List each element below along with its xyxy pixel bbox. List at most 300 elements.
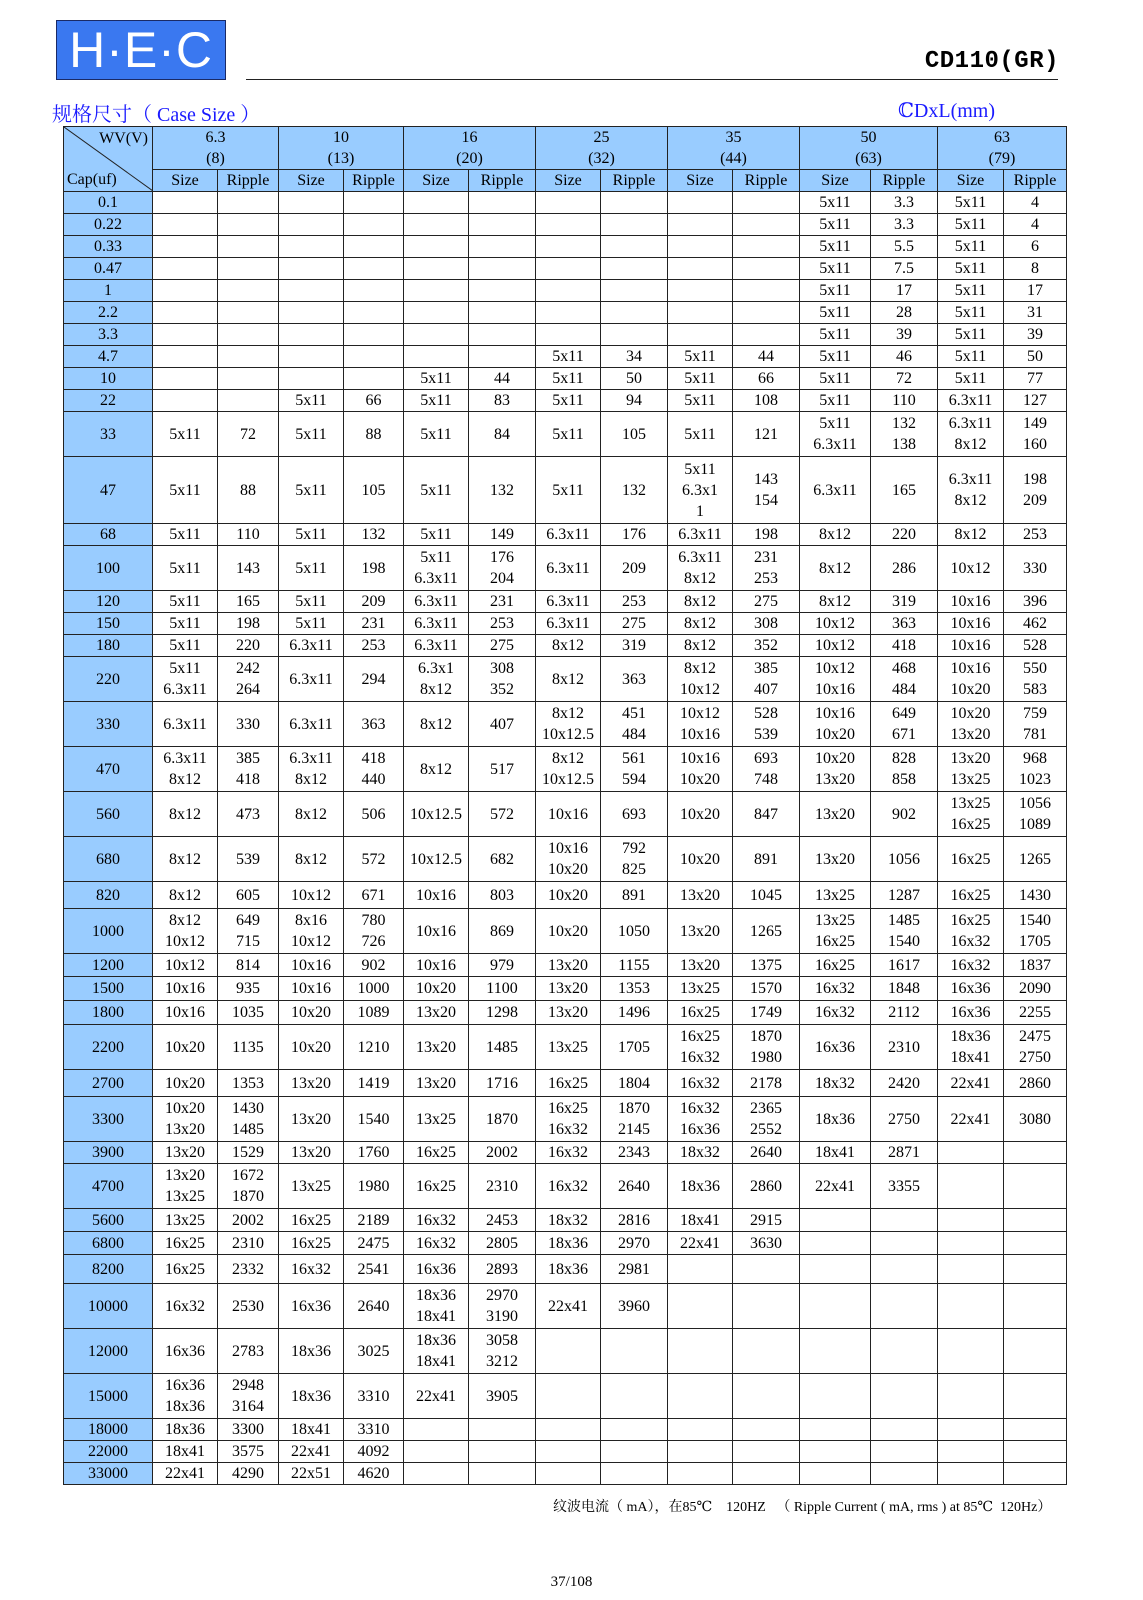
cell-value: 3058 xyxy=(486,1332,518,1349)
cell-value: 44 xyxy=(494,370,510,387)
size-cell xyxy=(800,1374,871,1419)
cell-value: 105 xyxy=(361,481,386,499)
cell-value: 13x25 xyxy=(416,1110,456,1128)
ripple-cell xyxy=(733,236,800,258)
cell-value: 5x11 xyxy=(954,326,987,343)
size-cell xyxy=(800,1329,871,1374)
size-cell xyxy=(668,346,733,368)
cell-value: 253 xyxy=(490,615,514,632)
cell-value: 4092 xyxy=(357,1443,390,1460)
cell-value: 6.3x11 xyxy=(948,471,993,488)
size-cell xyxy=(668,613,733,635)
cell-value: 13x25 xyxy=(548,1038,588,1056)
cell-value: 13x25 xyxy=(815,912,855,929)
cell-value: 18x36 xyxy=(680,1177,720,1195)
size-cell xyxy=(938,1025,1004,1070)
cell-value: 13x20 xyxy=(291,1074,331,1092)
ripple-cell xyxy=(469,747,536,792)
cell-value: 16x32 xyxy=(815,980,855,997)
cell-value: 6.3x11 xyxy=(414,615,458,632)
size-cell xyxy=(536,457,601,524)
cell-value: 319 xyxy=(622,637,646,654)
size-cell xyxy=(279,1284,344,1329)
cell-value: 968 xyxy=(1023,750,1047,767)
ripple-cell xyxy=(601,954,668,977)
cell-value: 539 xyxy=(236,850,260,868)
cell-value: 352 xyxy=(490,681,514,698)
ripple-cell xyxy=(469,546,536,591)
cell-value: 1529 xyxy=(232,1144,264,1161)
ripple-cell xyxy=(344,657,404,702)
cell-value: 18x41 xyxy=(680,1211,720,1229)
cell-value: 6.3x11 xyxy=(289,670,333,688)
ripple-cell xyxy=(218,546,279,591)
cell-value: 847 xyxy=(754,805,778,823)
cell-value: 825 xyxy=(622,861,646,878)
size-cell xyxy=(279,1374,344,1419)
cell-value: 105 xyxy=(622,425,646,443)
cell-value: 2970 xyxy=(618,1234,650,1252)
ripple-cell xyxy=(1004,702,1067,747)
cell-value: 2332 xyxy=(232,1260,264,1278)
ripple-cell xyxy=(469,192,536,214)
size-cell xyxy=(668,635,733,657)
cell-value: 2343 xyxy=(618,1144,650,1161)
cell-value: 10x16 xyxy=(950,660,991,677)
cell-value: 6 xyxy=(1031,238,1039,255)
size-cell xyxy=(279,368,344,390)
size-cell xyxy=(668,977,733,1001)
cell-value: 8x12 xyxy=(552,637,584,654)
size-cell xyxy=(404,613,469,635)
cell-value: 5x11 xyxy=(552,481,584,499)
cell-value: 5x11 xyxy=(819,238,851,255)
capacitance-cell: 3900 xyxy=(64,1142,153,1164)
ripple-cell xyxy=(871,368,938,390)
ripple-cell xyxy=(218,457,279,524)
cell-value: 10x20 xyxy=(416,980,456,997)
size-cell xyxy=(279,1419,344,1441)
capacitance-cell: 22000 xyxy=(64,1441,153,1463)
size-cell xyxy=(668,657,733,702)
size-cell xyxy=(668,909,733,954)
size-cell xyxy=(800,1001,871,1025)
cell-value: 440 xyxy=(361,771,386,788)
cell-value: 5x11 xyxy=(169,660,201,677)
ripple-cell xyxy=(871,390,938,412)
cell-value: 1496 xyxy=(618,1004,650,1021)
size-cell xyxy=(153,613,218,635)
cell-value: 8 xyxy=(1031,260,1039,277)
size-cell xyxy=(800,457,871,524)
cell-value: 605 xyxy=(236,886,260,904)
ripple-cell xyxy=(733,613,800,635)
ripple-cell xyxy=(469,1463,536,1485)
cell-value: 165 xyxy=(892,481,916,499)
cell-value: 572 xyxy=(490,805,514,823)
ripple-cell xyxy=(344,1232,404,1255)
cell-value: 561 xyxy=(622,750,646,767)
cell-value: 2530 xyxy=(232,1297,264,1315)
ripple-cell xyxy=(1004,882,1067,909)
cell-value: 2640 xyxy=(618,1177,650,1195)
ripple-cell xyxy=(469,635,536,657)
size-cell xyxy=(279,837,344,882)
cell-value: 2002 xyxy=(486,1144,518,1161)
ripple-cell xyxy=(871,214,938,236)
cell-value: 28 xyxy=(896,304,912,321)
cell-value: 649 xyxy=(236,912,260,929)
size-cell xyxy=(404,1232,469,1255)
size-cell xyxy=(536,792,601,837)
cell-value: 16x25 xyxy=(548,1100,588,1117)
size-cell xyxy=(800,192,871,214)
size-cell xyxy=(279,657,344,702)
ripple-cell xyxy=(871,258,938,280)
ripple-cell xyxy=(601,635,668,657)
size-cell xyxy=(153,1209,218,1232)
cell-value: 8x12 xyxy=(954,526,987,543)
ripple-cell xyxy=(733,302,800,324)
size-cell xyxy=(536,390,601,412)
ripple-cell xyxy=(218,280,279,302)
cell-value: 10x12 xyxy=(815,660,855,677)
size-cell xyxy=(279,1164,344,1209)
cell-value: 13x20 xyxy=(680,886,720,904)
ripple-cell xyxy=(733,1025,800,1070)
size-cell xyxy=(800,909,871,954)
cell-value: 10x20 xyxy=(815,750,855,767)
ripple-cell xyxy=(733,977,800,1001)
cell-value: 10x16 xyxy=(950,593,991,610)
cell-value: 13x25 xyxy=(165,1188,205,1205)
ripple-cell xyxy=(733,1097,800,1142)
cell-value: 1430 xyxy=(1019,886,1051,904)
cell-value: 17 xyxy=(1027,282,1043,299)
ripple-cell xyxy=(1004,1070,1067,1097)
ripple-cell xyxy=(469,657,536,702)
ripple-cell xyxy=(1004,1097,1067,1142)
cell-value: 5x11 xyxy=(819,260,851,277)
size-cell xyxy=(153,657,218,702)
ripple-cell xyxy=(1004,192,1067,214)
cell-value: 979 xyxy=(490,956,514,974)
capacitance-cell: 3300 xyxy=(64,1097,153,1142)
ripple-cell xyxy=(218,613,279,635)
size-cell xyxy=(668,324,733,346)
size-cell xyxy=(800,1142,871,1164)
cell-value: 8x12 xyxy=(954,492,987,509)
ripple-cell xyxy=(1004,613,1067,635)
ripple-cell xyxy=(344,837,404,882)
size-cell xyxy=(153,1255,218,1284)
ripple-cell xyxy=(218,524,279,546)
size-cell xyxy=(279,346,344,368)
cell-value: 6.3x11 xyxy=(678,526,722,543)
size-cell xyxy=(938,390,1004,412)
cell-value: 5x11 xyxy=(954,348,987,365)
ripple-cell xyxy=(469,390,536,412)
cell-value: 5x11 xyxy=(420,549,452,566)
cell-value: 8x12 xyxy=(295,850,327,868)
size-cell xyxy=(668,1025,733,1070)
ripple-cell xyxy=(469,346,536,368)
cell-value: 2783 xyxy=(232,1342,264,1360)
cell-value: 2420 xyxy=(888,1074,920,1092)
size-cell xyxy=(279,702,344,747)
cell-value: 22x41 xyxy=(416,1387,456,1405)
ripple-cell xyxy=(1004,302,1067,324)
size-cell xyxy=(153,977,218,1001)
size-cell xyxy=(279,258,344,280)
case-size-table xyxy=(63,126,1067,1485)
size-cell xyxy=(938,192,1004,214)
cell-value: 528 xyxy=(1023,637,1047,654)
size-cell xyxy=(404,792,469,837)
table-row xyxy=(64,747,1067,792)
size-cell xyxy=(668,280,733,302)
cell-value: 5x11 xyxy=(684,370,716,387)
capacitance-cell: 2.2 xyxy=(64,302,153,324)
size-cell xyxy=(153,368,218,390)
cell-value: 22x41 xyxy=(950,1074,991,1092)
ripple-cell xyxy=(601,977,668,1001)
ripple-cell xyxy=(1004,457,1067,524)
cell-value: 44 xyxy=(758,348,774,365)
cell-value: 198 xyxy=(1023,471,1047,488)
ripple-cell xyxy=(733,1001,800,1025)
size-cell xyxy=(153,635,218,657)
size-cell xyxy=(404,1070,469,1097)
ripple-column-header: Ripple xyxy=(1004,170,1067,192)
size-cell xyxy=(668,1142,733,1164)
cell-value: 1353 xyxy=(232,1074,264,1092)
ripple-cell xyxy=(344,214,404,236)
ripple-cell xyxy=(733,1284,800,1329)
cell-value: 16x25 xyxy=(291,1234,331,1252)
cell-value: 891 xyxy=(622,886,646,904)
cell-value: 2860 xyxy=(750,1177,782,1195)
cell-value: 84 xyxy=(494,425,510,443)
cell-value: 1023 xyxy=(1019,771,1051,788)
size-cell xyxy=(800,591,871,613)
cell-value: 22x51 xyxy=(291,1465,331,1482)
cell-value: 8x12 xyxy=(552,705,584,722)
cell-value: 10x16 xyxy=(416,956,456,974)
size-cell xyxy=(800,1255,871,1284)
size-cell xyxy=(404,1374,469,1419)
cell-value: 10x20 xyxy=(950,681,991,698)
cell-value: 5x11 xyxy=(295,593,327,610)
ripple-cell xyxy=(601,657,668,702)
ripple-cell xyxy=(344,457,404,524)
cell-value: 39 xyxy=(896,326,912,343)
cell-value: 83 xyxy=(494,392,510,409)
cell-value: 5x11 xyxy=(684,425,716,443)
ripple-cell xyxy=(1004,346,1067,368)
ripple-column-header: Ripple xyxy=(218,170,279,192)
cell-value: 13x20 xyxy=(815,850,855,868)
size-cell xyxy=(404,837,469,882)
size-cell xyxy=(279,192,344,214)
size-column-header: Size xyxy=(800,170,871,192)
ripple-cell xyxy=(871,1463,938,1485)
cell-value: 1100 xyxy=(486,980,518,997)
table-row xyxy=(64,635,1067,657)
size-cell xyxy=(668,546,733,591)
cell-value: 2970 xyxy=(486,1287,518,1304)
cell-value: 198 xyxy=(361,559,386,577)
cell-value: 5x11 xyxy=(420,392,452,409)
size-cell xyxy=(404,192,469,214)
cell-value: 209 xyxy=(1023,492,1047,509)
ripple-cell xyxy=(218,1209,279,1232)
size-cell xyxy=(153,702,218,747)
cell-value: 1298 xyxy=(486,1004,518,1021)
cell-value: 220 xyxy=(236,637,260,654)
ripple-cell xyxy=(733,1463,800,1485)
ripple-cell xyxy=(469,613,536,635)
cell-value: 10x16 xyxy=(815,705,855,722)
cell-value: 31 xyxy=(1027,304,1043,321)
ripple-cell xyxy=(1004,524,1067,546)
cell-value: 2981 xyxy=(618,1260,650,1278)
cell-value: 5x11 xyxy=(169,481,201,499)
ripple-cell xyxy=(218,591,279,613)
cell-value: 88 xyxy=(365,425,382,443)
size-cell xyxy=(668,258,733,280)
cell-value: 18x36 xyxy=(165,1421,205,1438)
cell-value: 16x32 xyxy=(680,1049,720,1066)
size-cell xyxy=(536,613,601,635)
size-cell xyxy=(536,702,601,747)
cell-value: 2552 xyxy=(750,1121,782,1138)
ripple-cell xyxy=(601,236,668,258)
size-cell xyxy=(668,390,733,412)
cell-value: 5x11 xyxy=(295,392,327,409)
table-row xyxy=(64,546,1067,591)
cell-value: 5x11 xyxy=(169,593,201,610)
capacitance-cell: 120 xyxy=(64,591,153,613)
ripple-cell xyxy=(344,882,404,909)
ripple-cell xyxy=(344,346,404,368)
size-cell xyxy=(279,882,344,909)
cell-value: 16x25 xyxy=(291,1211,331,1229)
cell-value: 16x36 xyxy=(291,1297,331,1315)
capacitance-cell: 0.1 xyxy=(64,192,153,214)
table-row xyxy=(64,302,1067,324)
ripple-cell xyxy=(218,1001,279,1025)
cell-value: 10x16 xyxy=(680,726,720,743)
size-cell xyxy=(938,702,1004,747)
size-cell xyxy=(938,747,1004,792)
cell-value: 2915 xyxy=(750,1211,782,1229)
capacitance-cell: 15000 xyxy=(64,1374,153,1419)
voltage-header: 50 (63) xyxy=(800,127,938,170)
cell-value: 594 xyxy=(622,771,646,788)
cell-value: 1045 xyxy=(750,886,782,904)
ripple-cell xyxy=(601,1232,668,1255)
ripple-cell xyxy=(1004,1441,1067,1463)
size-column-header: Size xyxy=(279,170,344,192)
ripple-cell xyxy=(469,214,536,236)
table-row xyxy=(64,324,1067,346)
ripple-cell xyxy=(1004,1209,1067,1232)
ripple-cell xyxy=(601,1209,668,1232)
cell-value: 10x12 xyxy=(165,956,205,974)
cell-value: 3212 xyxy=(486,1353,518,1370)
cell-value: 1050 xyxy=(618,922,650,940)
size-cell xyxy=(800,702,871,747)
cell-value: 3960 xyxy=(618,1297,650,1315)
cell-value: 2541 xyxy=(357,1260,390,1278)
size-cell xyxy=(536,324,601,346)
ripple-cell xyxy=(344,1284,404,1329)
ripple-cell xyxy=(601,702,668,747)
capacitance-cell: 1200 xyxy=(64,954,153,977)
ripple-cell xyxy=(344,1329,404,1374)
size-cell xyxy=(404,747,469,792)
ripple-cell xyxy=(344,324,404,346)
ripple-cell xyxy=(218,324,279,346)
ripple-cell xyxy=(601,1001,668,1025)
table-row xyxy=(64,657,1067,702)
cell-value: 10x12.5 xyxy=(542,771,594,788)
cell-value: 1 xyxy=(696,502,704,520)
cell-value: 18x36 xyxy=(291,1387,331,1405)
cell-value: 5x11 xyxy=(954,304,987,321)
cell-value: 18x41 xyxy=(416,1353,456,1370)
size-cell xyxy=(404,1329,469,1374)
cell-value: 18x36 xyxy=(416,1287,456,1304)
cell-value: 2948 xyxy=(232,1377,264,1394)
ripple-cell xyxy=(601,909,668,954)
cell-value: 396 xyxy=(1023,593,1047,610)
cell-value: 5x11 xyxy=(169,637,201,654)
size-cell xyxy=(279,280,344,302)
size-cell xyxy=(536,1001,601,1025)
ripple-cell xyxy=(344,236,404,258)
cell-value: 5x11 xyxy=(552,425,584,443)
size-cell xyxy=(404,546,469,591)
size-cell xyxy=(279,302,344,324)
size-cell xyxy=(800,302,871,324)
cell-value: 1485 xyxy=(232,1121,264,1138)
ripple-cell xyxy=(871,1441,938,1463)
table-row xyxy=(64,368,1067,390)
cell-value: 8x12 xyxy=(420,681,452,698)
size-cell xyxy=(279,1232,344,1255)
size-cell xyxy=(938,368,1004,390)
ripple-cell xyxy=(1004,258,1067,280)
ripple-cell xyxy=(601,524,668,546)
cell-value: 858 xyxy=(892,771,916,788)
capacitance-cell: 33 xyxy=(64,412,153,457)
cell-value: 583 xyxy=(1023,681,1047,698)
cell-value: 6.3x11 xyxy=(289,750,333,767)
size-cell xyxy=(938,909,1004,954)
cell-value: 16x32 xyxy=(548,1144,588,1161)
size-cell xyxy=(668,1419,733,1441)
size-cell xyxy=(668,702,733,747)
cell-value: 13x20 xyxy=(548,980,588,997)
ripple-cell xyxy=(469,977,536,1001)
cell-value: 7.5 xyxy=(894,260,914,277)
cell-value: 5x11 xyxy=(169,559,201,577)
size-cell xyxy=(668,747,733,792)
ripple-cell xyxy=(218,390,279,412)
cell-value: 1870 xyxy=(750,1028,782,1045)
